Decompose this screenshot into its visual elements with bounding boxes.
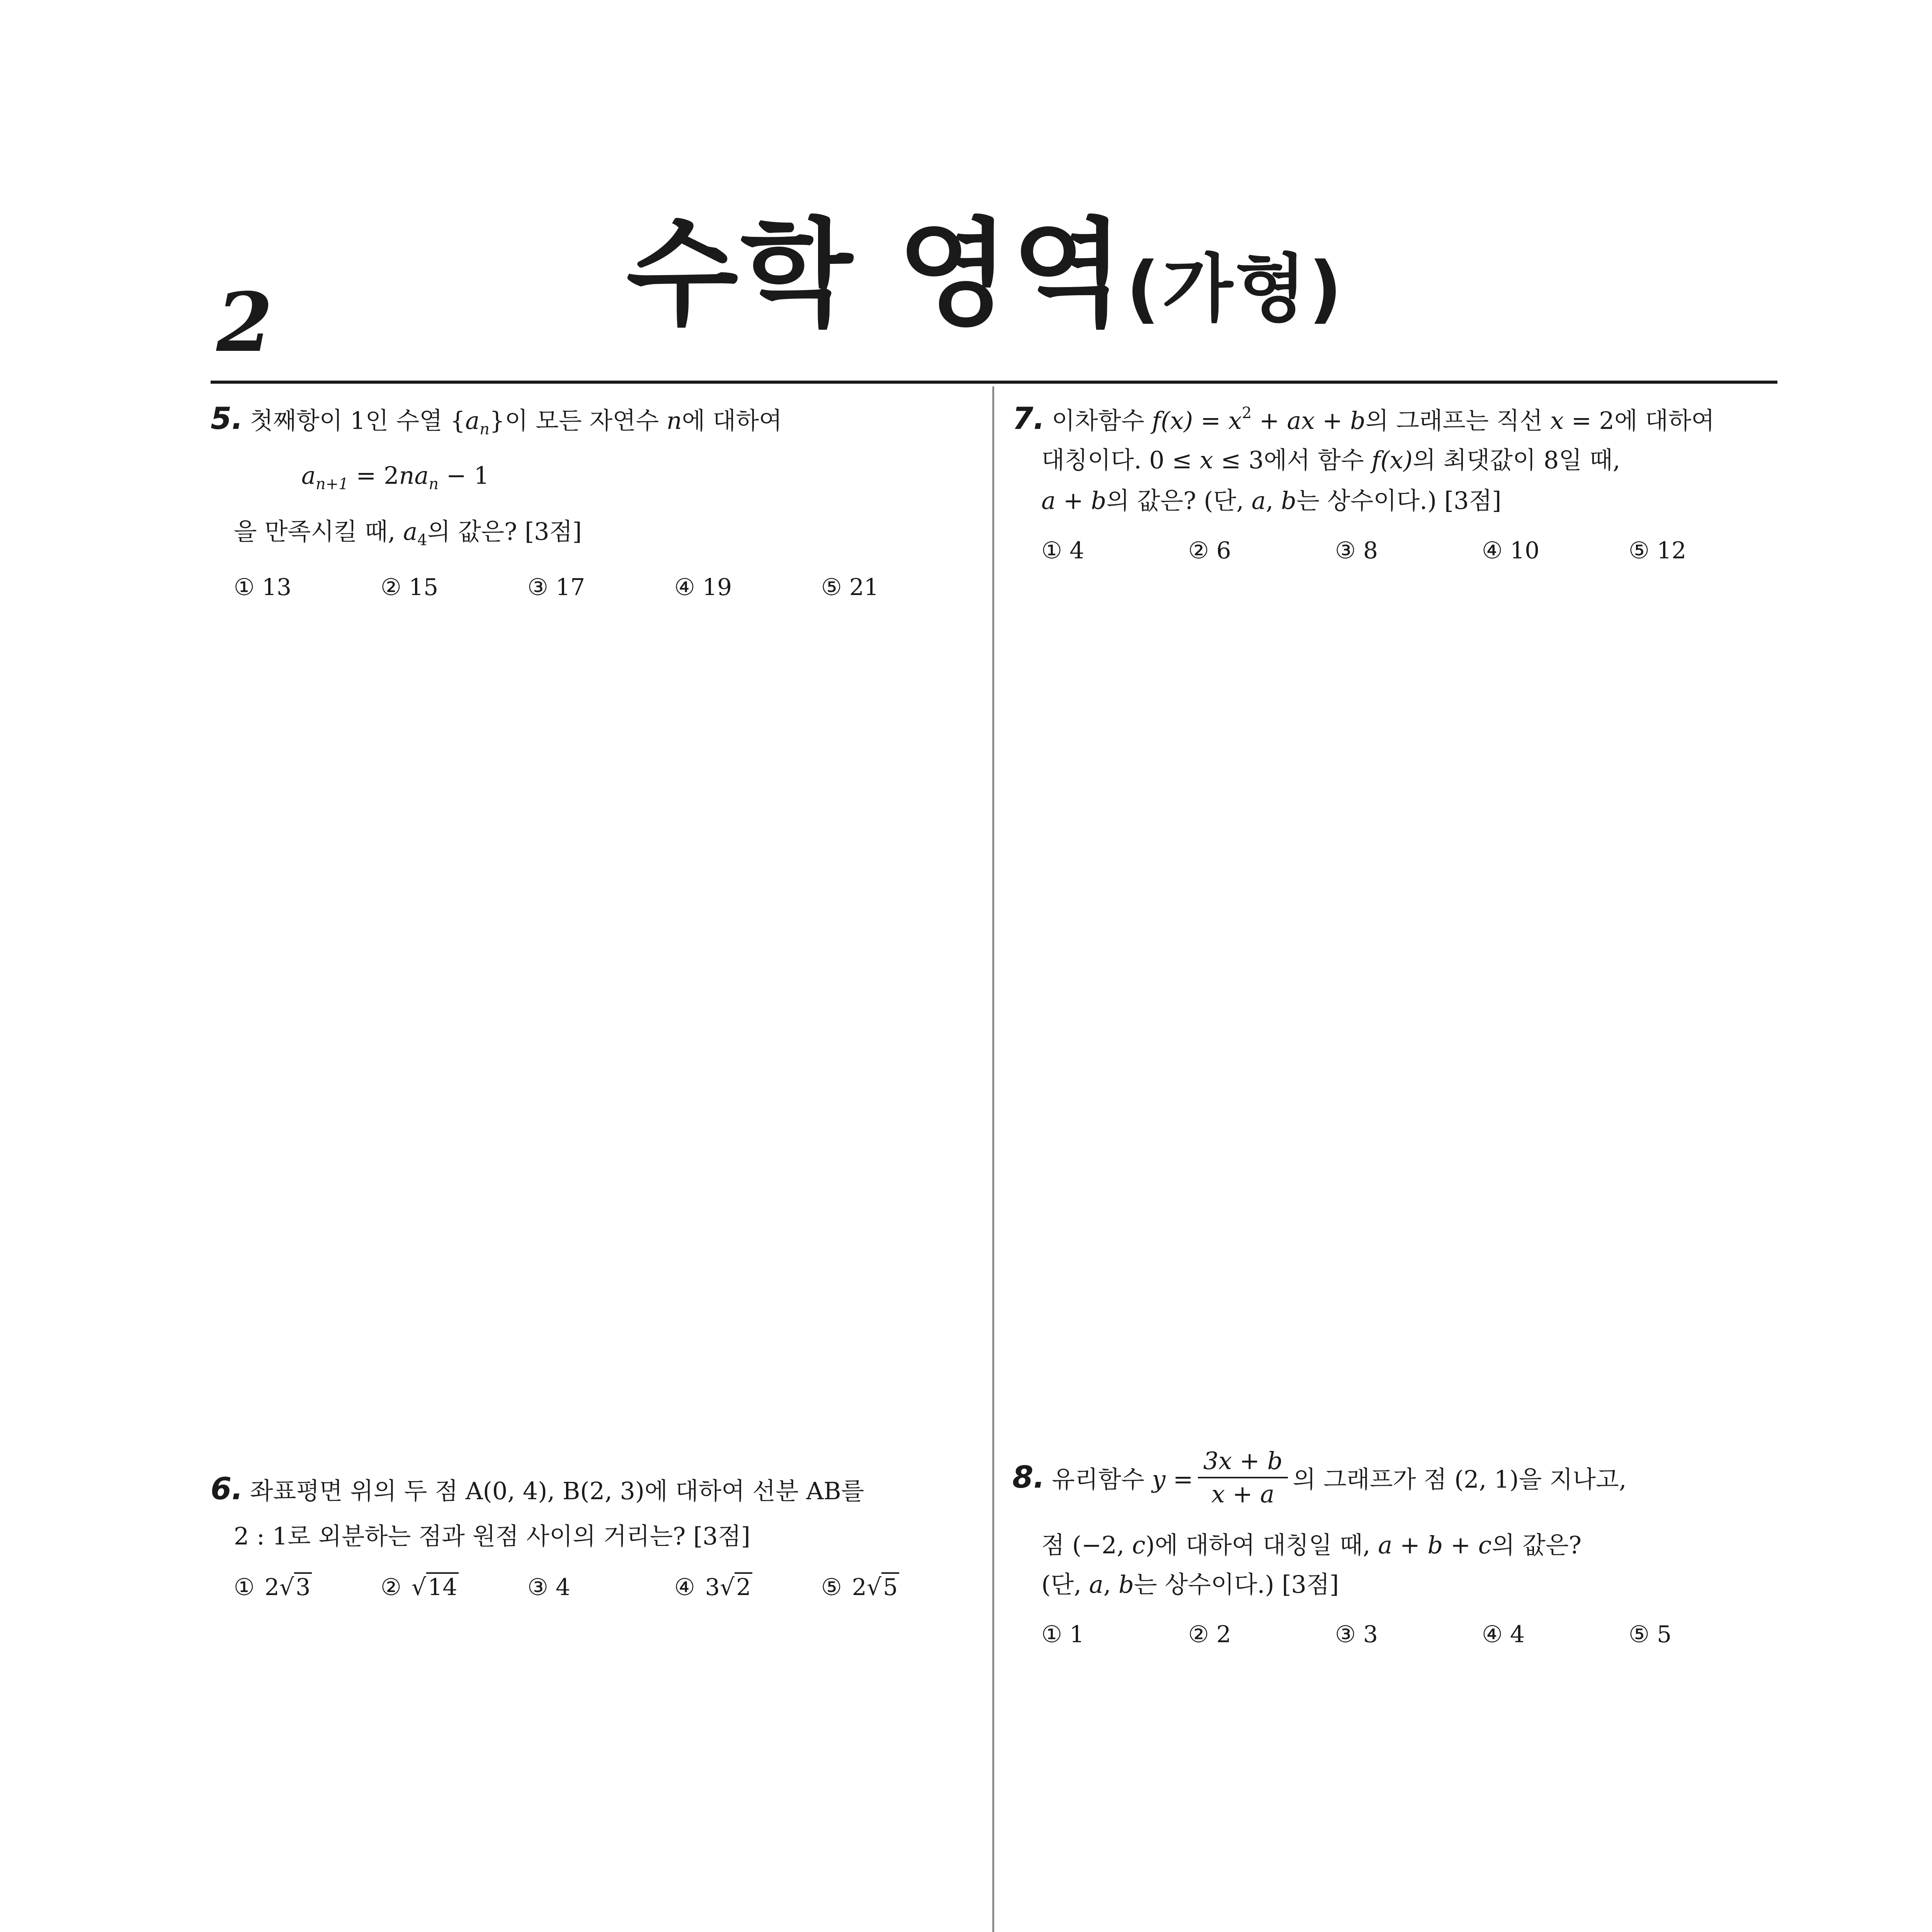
q6-text: 2 : 1로 외분하는 점과 원점 사이의 거리는? [3점] bbox=[234, 1522, 750, 1550]
q5-choice-4[interactable]: ④ 19 bbox=[674, 574, 732, 601]
q7-superscript: 2 bbox=[1242, 404, 1252, 422]
q5-number: 5. bbox=[211, 401, 243, 436]
sqrt-symbol: √3 bbox=[279, 1576, 312, 1599]
q5-line-1 bbox=[211, 401, 782, 438]
q6-coefficient: 3 bbox=[705, 1574, 720, 1601]
q5-subscript: n bbox=[429, 475, 439, 493]
q8-line-3 bbox=[1041, 1570, 1339, 1599]
q8-text: 의 그래프가 점 (2, 1)을 지나고, bbox=[1293, 1465, 1627, 1494]
q6-text: 좌표평면 위의 두 점 A(0, 4), B(2, 3)에 대하여 선분 AB를 bbox=[250, 1477, 864, 1505]
q6-choice-marker: ④ bbox=[674, 1574, 695, 1601]
q5-text: }이 모든 자연수 bbox=[489, 406, 667, 435]
q8-text: 점 (−2, bbox=[1041, 1531, 1132, 1559]
q7-choice-4[interactable]: ④ 10 bbox=[1482, 537, 1540, 564]
sqrt-symbol: √5 bbox=[867, 1576, 899, 1599]
q5-text: 에 대하여 bbox=[682, 406, 782, 435]
q7-text: , bbox=[1265, 486, 1281, 515]
q7-text: + bbox=[1252, 406, 1287, 435]
q8-text: )에 대하여 대칭일 때, bbox=[1145, 1531, 1378, 1559]
q7-choice-2[interactable]: ② 6 bbox=[1188, 537, 1231, 564]
q5-text: 첫째항이 1인 수열 { bbox=[250, 406, 466, 435]
q6-choice-marker: ② bbox=[381, 1574, 401, 1601]
q5-var: a bbox=[301, 461, 316, 490]
q5-line-3 bbox=[234, 517, 582, 549]
q7-number: 7. bbox=[1012, 401, 1045, 436]
q7-line-1 bbox=[1012, 401, 1715, 436]
q7-text: 의 값은? (단, bbox=[1106, 486, 1252, 515]
q8-var: b bbox=[1118, 1570, 1134, 1599]
q8-text: 는 상수이다.) [3점] bbox=[1134, 1570, 1339, 1599]
q5-text: 을 만족시킬 때, bbox=[234, 517, 403, 546]
q6-choice-1[interactable] bbox=[234, 1576, 312, 1599]
q7-text: 대칭이다. 0 ≤ bbox=[1041, 446, 1200, 474]
q7-var: b bbox=[1350, 406, 1366, 435]
column-divider bbox=[992, 386, 994, 1932]
q6-radicand: 3 bbox=[294, 1572, 312, 1601]
q6-choice-3[interactable]: ③ 4 bbox=[527, 1574, 571, 1601]
q7-choice-1[interactable]: ① 4 bbox=[1041, 537, 1085, 564]
q7-choice-5[interactable]: ⑤ 12 bbox=[1629, 537, 1687, 564]
q5-text: 의 값은? [3점] bbox=[427, 517, 582, 546]
q6-radicand: 2 bbox=[735, 1572, 752, 1601]
q7-var: x bbox=[1199, 446, 1213, 474]
sqrt-symbol: √2 bbox=[720, 1576, 752, 1599]
q5-text: = 2 bbox=[348, 461, 399, 490]
q8-choice-3[interactable]: ③ 3 bbox=[1335, 1621, 1378, 1648]
q5-subscript: n bbox=[480, 420, 490, 438]
q8-choice-1[interactable]: ① 1 bbox=[1041, 1621, 1085, 1648]
q5-choice-2[interactable]: ② 15 bbox=[381, 574, 439, 601]
q7-text: 는 상수이다.) [3점] bbox=[1296, 486, 1502, 515]
q8-text: (단, bbox=[1041, 1570, 1089, 1599]
page-title bbox=[0, 207, 1932, 342]
q8-text: = bbox=[1165, 1465, 1193, 1494]
q6-choice-5[interactable] bbox=[821, 1576, 899, 1599]
q7-text: 이차함수 bbox=[1051, 406, 1152, 435]
q8-fraction bbox=[1198, 1449, 1288, 1506]
q6-radicand: 14 bbox=[426, 1572, 459, 1601]
q7-text: = bbox=[1193, 406, 1228, 435]
sqrt-symbol: √14 bbox=[412, 1576, 459, 1599]
q7-var: a bbox=[1251, 486, 1266, 515]
q7-line-2 bbox=[1041, 448, 1620, 472]
q5-choice-3[interactable]: ③ 17 bbox=[527, 574, 585, 601]
q8-choice-4[interactable]: ④ 4 bbox=[1482, 1621, 1525, 1648]
q7-var: ax bbox=[1287, 406, 1315, 435]
q6-choice-4[interactable] bbox=[674, 1576, 752, 1599]
q5-var: na bbox=[399, 461, 429, 490]
q8-number: 8. bbox=[1012, 1460, 1045, 1495]
q7-var: f(x) bbox=[1152, 406, 1193, 435]
q5-var: a bbox=[465, 406, 480, 435]
q6-choice-marker: ① bbox=[234, 1574, 255, 1601]
q7-text: + bbox=[1315, 406, 1350, 435]
q7-text: + bbox=[1055, 486, 1091, 515]
title-subtitle: (가형) bbox=[1126, 246, 1345, 332]
q5-var: n bbox=[666, 406, 682, 435]
q7-text: 의 최댓값이 8일 때, bbox=[1412, 446, 1621, 474]
q6-radicand: 5 bbox=[881, 1572, 899, 1601]
q5-choice-1[interactable]: ① 13 bbox=[234, 574, 292, 601]
q8-line-1 bbox=[1012, 1447, 1627, 1510]
q5-text: − 1 bbox=[439, 461, 489, 490]
q6-choice-2[interactable] bbox=[381, 1576, 459, 1599]
q6-coefficient: 2 bbox=[852, 1574, 867, 1601]
q8-text: , bbox=[1103, 1570, 1119, 1599]
q7-var: x bbox=[1228, 406, 1242, 435]
q8-var: a + b + c bbox=[1378, 1531, 1492, 1559]
q8-choice-2[interactable]: ② 2 bbox=[1188, 1621, 1231, 1648]
q5-equation bbox=[301, 461, 489, 493]
q5-subscript: 4 bbox=[417, 531, 427, 549]
q8-var: a bbox=[1089, 1570, 1104, 1599]
q7-text: ≤ 3에서 함수 bbox=[1213, 446, 1372, 474]
page-number: 2 bbox=[216, 275, 273, 370]
q5-var: a bbox=[403, 517, 418, 546]
q7-line-3 bbox=[1041, 486, 1502, 515]
q8-denominator: x + a bbox=[1211, 1480, 1275, 1508]
q6-line-2 bbox=[234, 1524, 750, 1548]
q7-var: b bbox=[1091, 486, 1107, 515]
q7-var: f(x) bbox=[1371, 446, 1413, 474]
q7-text: = 2에 대하여 bbox=[1564, 406, 1715, 435]
q8-text: 의 값은? bbox=[1492, 1531, 1582, 1559]
q8-numerator: 3x + b bbox=[1198, 1449, 1288, 1478]
q7-var: x bbox=[1550, 406, 1564, 435]
q6-choice-marker: ⑤ bbox=[821, 1574, 842, 1601]
q7-var: a bbox=[1041, 486, 1056, 515]
q6-line-1 bbox=[211, 1472, 864, 1507]
q5-choice-5[interactable]: ⑤ 21 bbox=[821, 574, 879, 601]
q8-text: 유리함수 bbox=[1051, 1465, 1152, 1494]
q6-coefficient: 2 bbox=[264, 1574, 279, 1601]
header-rule bbox=[211, 381, 1777, 384]
q7-text: 의 그래프는 직선 bbox=[1365, 406, 1551, 435]
q7-choice-3[interactable]: ③ 8 bbox=[1335, 537, 1378, 564]
q7-var: b bbox=[1281, 486, 1296, 515]
q6-number: 6. bbox=[211, 1472, 243, 1507]
q5-subscript: n+1 bbox=[315, 475, 349, 493]
title-main: 수학 영역 bbox=[626, 207, 1126, 342]
q8-line-2 bbox=[1041, 1533, 1582, 1557]
q8-choice-5[interactable]: ⑤ 5 bbox=[1629, 1621, 1672, 1648]
q8-var: c bbox=[1132, 1531, 1146, 1559]
q8-var: y bbox=[1152, 1465, 1166, 1494]
